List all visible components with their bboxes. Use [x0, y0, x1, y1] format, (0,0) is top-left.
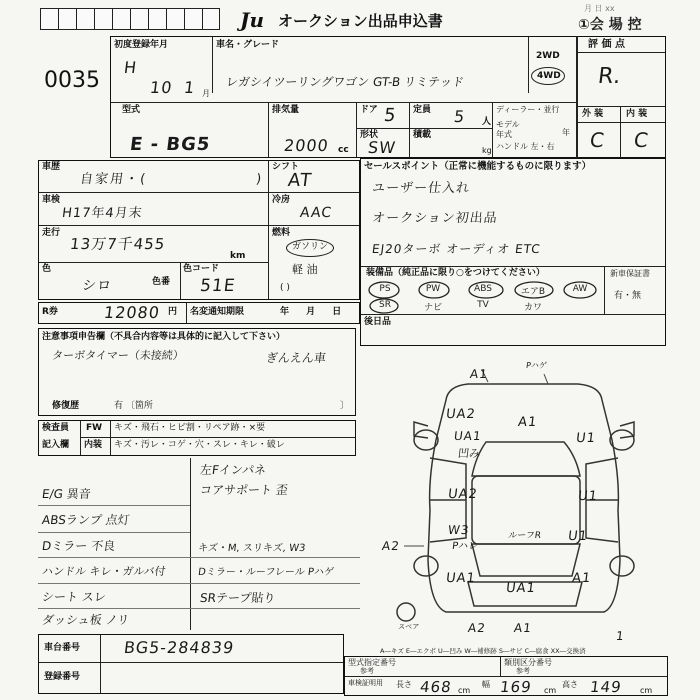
car-name-value: レガシイツーリングワゴン GT-B リミテッド	[225, 75, 465, 89]
mileage-unit: km	[230, 251, 246, 261]
selling-points-label: セールスポイント（正常に機能するものに限ります）	[364, 161, 592, 172]
damage-legend: A―キズ E―エクボ U―凹み W―補修跡 S―サビ C―腐食 XX―交換済	[380, 647, 586, 655]
equip-abs: ABS	[474, 284, 492, 294]
chassis-value: BG5-284839	[122, 638, 236, 657]
history-label: 車歴	[42, 162, 61, 172]
equip-sr: SR	[379, 300, 391, 310]
equip-leather: カワ	[523, 303, 542, 313]
diag-lside-ua2: UA2	[447, 487, 479, 502]
model-label: 型式	[122, 105, 141, 115]
capacity-unit: 人	[482, 117, 492, 127]
repair-close: 〕	[340, 401, 350, 411]
selling-point-2: オークション初出品	[371, 211, 499, 226]
doors-value: 5	[382, 105, 398, 126]
inspector-row2-cat: 内装	[84, 440, 103, 450]
load-unit: kg	[482, 146, 492, 155]
color-label: 色	[42, 264, 52, 274]
category-ref: 参考	[516, 667, 530, 675]
equip-airbag: エアB	[520, 287, 546, 297]
name-change-ymd: 年 月 日	[280, 307, 342, 317]
remark-right-2: コアサポート 歪	[199, 483, 289, 497]
diag-rside-u1: U1	[577, 489, 599, 504]
fuel-diesel: 軽 油	[292, 263, 318, 276]
height-label: 高さ	[562, 680, 578, 689]
model-spec-ref: 参考	[360, 667, 374, 675]
ac-label: 冷房	[272, 195, 291, 205]
remark-right-5: Dミラー・ルーフレール Pハゲ	[197, 567, 335, 578]
inspector-row1-cat: FW	[86, 423, 103, 433]
diag-rear-ua1-left: UA1	[445, 571, 477, 586]
first-reg-label: 初度登録年月	[114, 40, 169, 50]
shift-value: AT	[286, 170, 314, 191]
selling-point-3: EJ20ターボ オーディオ ETC	[371, 242, 542, 256]
remark-left-3: Dミラー 不良	[41, 539, 116, 553]
height-value: 149	[588, 678, 623, 696]
notes-line-1: ターボタイマー（未接続）	[51, 349, 185, 362]
color-num-label: 色番	[152, 277, 171, 287]
header-venue: ①会 場 控	[578, 17, 642, 33]
model-year-unit: 年	[562, 128, 570, 137]
lot-number: 0035	[44, 68, 100, 93]
grade-label: 評 価 点	[588, 39, 625, 50]
car-name-label: 車名・グレード	[216, 40, 280, 50]
remark-right-6: SRテープ貼り	[199, 591, 277, 605]
equip-navi: ナビ	[423, 303, 442, 313]
inspector-label-1: 検査員	[42, 423, 70, 433]
diag-phage2: Pハレ	[451, 541, 479, 552]
diag-fl-hekomi: 凹み	[457, 447, 481, 460]
length-unit: cm	[458, 686, 471, 695]
diag-roof-rail: ルーフR	[507, 531, 542, 541]
remark-right-4: キズ・M, スリキズ, W3	[197, 543, 306, 554]
repair-label: 修復歴	[52, 401, 80, 411]
mileage-label: 走行	[42, 228, 61, 238]
drive-4wd: 4WD	[537, 71, 561, 81]
color-value: シロ	[81, 278, 113, 294]
drive-2wd: 2WD	[536, 51, 560, 61]
model-value: E - BG5	[128, 134, 212, 155]
load-label: 積載	[413, 130, 432, 140]
exterior-value: C	[588, 128, 607, 152]
repair-value: 有 〔箇所	[114, 401, 153, 411]
remark-left-1: E/G 異音	[41, 487, 92, 501]
name-change-label: 名変通知期限	[190, 307, 245, 317]
model-year-label: モデル年式	[496, 120, 520, 139]
fuel-gas: ガソリン	[292, 242, 329, 252]
width-label: 幅	[482, 680, 490, 689]
diag-w3: W3	[447, 523, 471, 537]
inspector-row2: キズ・汚レ・コゲ・穴・スレ・キレ・破レ	[114, 440, 285, 450]
registration-label: 登録番号	[44, 672, 81, 682]
width-value: 169	[498, 678, 533, 696]
length-value: 468	[418, 678, 453, 696]
capacity-label: 定員	[413, 105, 432, 115]
first-reg-month: 1	[182, 78, 197, 97]
grade-value: R.	[596, 64, 624, 89]
remark-right-1: 左Fインパネ	[199, 463, 267, 477]
new-warranty-value: 有・無	[614, 291, 642, 301]
displacement-unit: cc	[338, 145, 349, 155]
first-reg-era: H	[122, 58, 139, 77]
retrofit-label: 後日品	[364, 317, 392, 327]
recycle-label: R券	[42, 307, 58, 317]
inspection-label: 車検	[42, 195, 61, 205]
fuel-label: 燃料	[272, 228, 291, 238]
equipment-label: 装備品（純正品に限り○をつけてください）	[366, 268, 545, 278]
remark-left-5: シート スレ	[41, 590, 107, 604]
displacement-label: 排気量	[272, 105, 300, 115]
cert-label: 車検証明用	[348, 679, 383, 687]
first-reg-year: 10	[148, 78, 174, 97]
first-reg-month-unit: 月	[202, 89, 210, 98]
height-unit: cm	[640, 686, 653, 695]
fuel-other: ( )	[280, 283, 290, 293]
history-value: 自家用・(	[79, 172, 148, 187]
history-close: )	[255, 172, 263, 187]
new-warranty-label: 新車保証書	[610, 269, 650, 278]
shape-label: 形状	[360, 130, 379, 140]
ac-value: AAC	[299, 205, 334, 221]
diag-rear-u1: U1	[567, 529, 589, 544]
interior-label: 内 装	[626, 109, 648, 119]
displacement-value: 2000	[282, 136, 330, 155]
diag-top-phage: Pハゲ	[525, 361, 548, 370]
car-diagram	[368, 360, 668, 643]
exterior-label: 外 装	[582, 109, 604, 119]
diag-spare: スペア	[397, 623, 420, 631]
mileage-value: 13万7千455	[68, 235, 167, 253]
diag-rr-mark: 1	[615, 629, 626, 643]
shape-value: SW	[366, 138, 398, 157]
diag-rr-a1: A1	[571, 571, 593, 586]
header-grid	[40, 8, 220, 30]
header-title: オークション出品申込書	[278, 12, 443, 30]
remark-left-2: ABSランプ 点灯	[41, 513, 131, 527]
header-date: 月 日 xx	[584, 4, 615, 13]
shift-label: シフト	[272, 162, 300, 172]
remark-left-6: ダッシュ板 ノリ	[41, 613, 130, 627]
equip-aw: AW	[572, 284, 588, 294]
inspection-value: H17年4月末	[61, 206, 144, 221]
equip-ps: PS	[379, 284, 391, 294]
length-label: 長さ	[396, 680, 412, 689]
diag-hood: A1	[517, 415, 539, 430]
diag-rear-ua1: UA1	[505, 581, 537, 596]
color-code-label: 色コード	[183, 264, 220, 274]
capacity-value: 5	[452, 107, 467, 126]
equip-tv: TV	[477, 300, 489, 310]
width-unit: cm	[544, 686, 557, 695]
chassis-label: 車台番号	[44, 643, 81, 653]
diag-tailgate-a1: A1	[513, 621, 533, 635]
remark-left-4: ハンドル キレ・ガルバ付	[41, 565, 167, 578]
model-spec-label: 型式指定番号	[348, 658, 396, 667]
inspector-row1: キズ・飛石・ヒビ割・リペア跡・×要	[114, 423, 266, 433]
handle-label: ハンドル 左・右	[496, 142, 555, 151]
ju-logo: Ju	[240, 8, 265, 32]
recycle-value: 12080	[102, 303, 162, 322]
diag-tailgate-a2: A2	[467, 621, 487, 635]
dealer-label: ディーラー・並行	[496, 105, 560, 114]
category-label: 類別区分番号	[504, 658, 552, 667]
notes-line-2: ぎんえん車	[265, 351, 327, 365]
diag-fr-u1: U1	[575, 431, 597, 446]
doors-label: ドア	[360, 105, 378, 115]
diag-top-a1: A1	[469, 367, 489, 381]
interior-value: C	[632, 128, 651, 152]
inspector-label-2: 記入欄	[42, 440, 70, 450]
equip-pw: PW	[425, 284, 441, 294]
selling-point-1: ユーザー仕入れ	[371, 181, 471, 196]
color-code-value: 51E	[198, 276, 237, 296]
recycle-unit: 円	[168, 307, 178, 317]
diag-fl-ua2: UA2	[445, 407, 477, 422]
notes-label: 注意事項申告欄（不具合内容等は具体的に記入して下さい）	[42, 332, 286, 342]
diag-a2-left: A2	[381, 539, 401, 553]
diag-fl-ua1: UA1	[453, 429, 483, 443]
